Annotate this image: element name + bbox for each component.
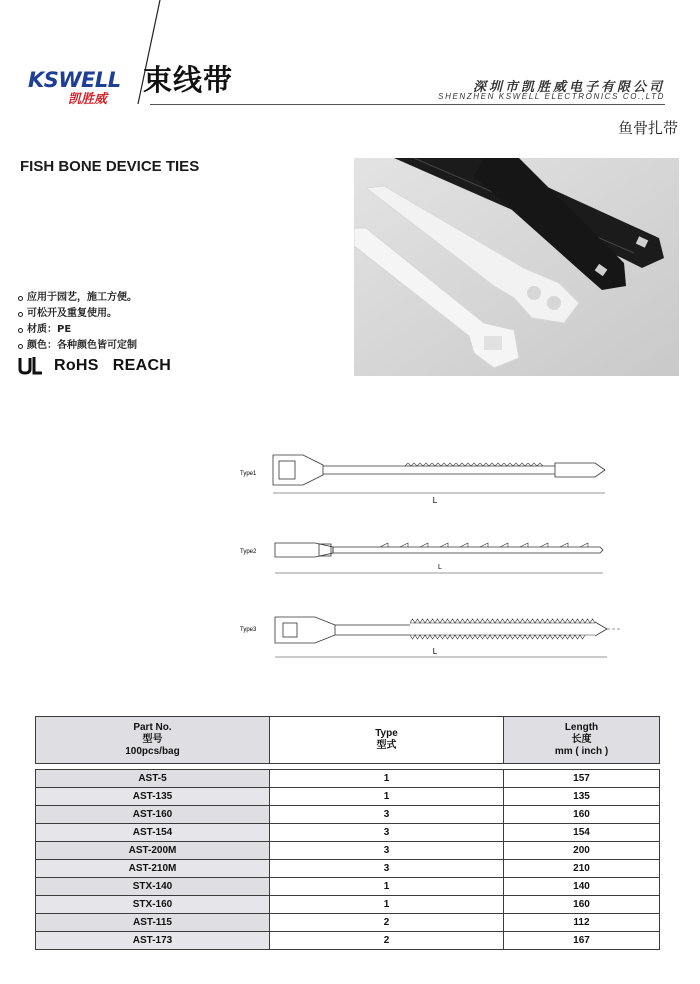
type3-diagram <box>240 617 620 657</box>
rohs-label: RoHS <box>54 357 99 374</box>
table-row: STX-140 1 140 <box>36 878 660 896</box>
type1-dimension-label: L <box>432 496 438 505</box>
product-title: FISH BONE DEVICE TIES <box>20 158 200 175</box>
bullet-icon <box>18 296 23 301</box>
feature-item: 材质：PE <box>18 322 137 338</box>
type2-diagram <box>240 543 603 573</box>
product-photo <box>354 158 679 376</box>
feature-item: 应用于园艺，施工方便。 <box>18 290 137 306</box>
product-subtitle-cn: 鱼骨扎带 <box>617 119 678 137</box>
bullet-icon <box>18 328 23 333</box>
type-diagrams <box>235 425 625 675</box>
type3-dimension-label: L <box>432 647 438 656</box>
table-row: AST-200M 3 200 <box>36 842 660 860</box>
table-row: AST-115 2 112 <box>36 914 660 932</box>
company-name-cn: 深圳市凯胜威电子有限公司 <box>472 80 665 95</box>
kswell-logo <box>28 68 124 108</box>
logo-cn-text: 凯胜威 <box>68 92 108 107</box>
category-title-cn: 束线带 <box>143 63 234 97</box>
table-row: AST-173 2 167 <box>36 932 660 950</box>
feature-item: 颜色：各种颜色皆可定制 <box>18 338 137 354</box>
type2-dimension-label: L <box>438 564 442 571</box>
header-part-no: Part No. 型号 100pcs/bag <box>36 717 270 764</box>
bullet-icon <box>18 312 23 317</box>
feature-list <box>18 290 137 354</box>
table-row: AST-210M 3 210 <box>36 860 660 878</box>
ul-mark-icon <box>18 356 44 376</box>
logo-text: KSWELL <box>28 68 121 92</box>
type1-diagram <box>240 455 605 505</box>
reach-label: REACH <box>112 357 172 374</box>
table-row: AST-135 1 135 <box>36 788 660 806</box>
table-header-row <box>36 717 660 764</box>
feature-item: 可松开及重复使用。 <box>18 306 137 322</box>
table-row: STX-160 1 160 <box>36 896 660 914</box>
header-length: Length 长度 mm ( inch ) <box>504 717 660 764</box>
header-divider <box>150 104 665 105</box>
table-row: AST-160 3 160 <box>36 806 660 824</box>
header-type: Type 型式 <box>270 717 504 764</box>
type3-label: Type3 <box>240 627 257 633</box>
type2-label: Type2 <box>240 549 257 555</box>
type1-label: Type1 <box>240 471 257 477</box>
table-row: AST-154 3 154 <box>36 824 660 842</box>
certification-row <box>18 356 171 376</box>
table-row: AST-5 1 157 <box>36 770 660 788</box>
spec-table <box>35 716 660 950</box>
company-name-en: SHENZHEN KSWELL ELECTRONICS CO.,LTD <box>438 92 665 101</box>
bullet-icon <box>18 344 23 349</box>
